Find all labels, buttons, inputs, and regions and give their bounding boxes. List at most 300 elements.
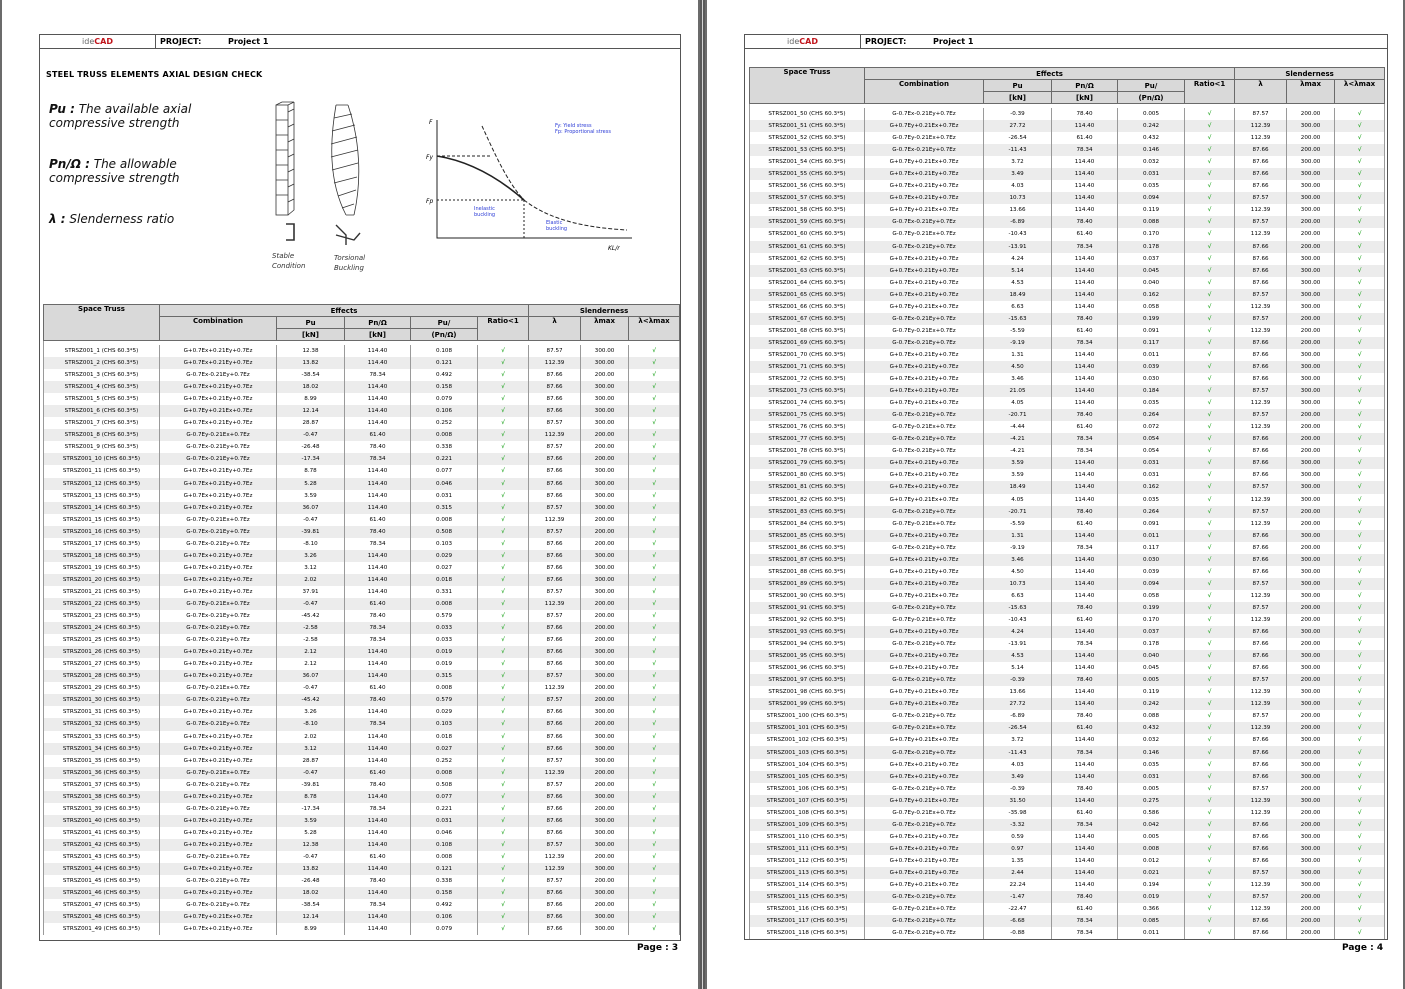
cell-ratio: 0.338	[411, 441, 478, 453]
cell-ratio: 0.058	[1118, 301, 1185, 313]
cell-lambda-check: √	[629, 803, 680, 815]
cell-lambda-check: √	[1335, 590, 1385, 602]
cell-lambda: 87.57	[529, 441, 581, 453]
cell-ratio: 0.033	[411, 622, 478, 634]
cell-ratio-check: √	[478, 839, 529, 851]
cell-member: STRSZ001_36 (CHS 60.3*5)	[44, 767, 160, 779]
table-row	[750, 783, 1385, 795]
cell-pu: -10.43	[984, 614, 1052, 626]
cell-lambda-check: √	[1335, 361, 1385, 373]
cell-combination: G+0.7Ey+0.21Ex+0.7Ez	[160, 405, 277, 417]
table-row	[44, 839, 680, 851]
cell-lambda-check: √	[629, 911, 680, 923]
cell-lambda-check: √	[1335, 108, 1385, 120]
cell-lambda: 87.57	[1235, 578, 1287, 590]
cell-member: STRSZ001_42 (CHS 60.3*5)	[44, 839, 160, 851]
cell-combination: G+0.7Ey+0.21Ex+0.7Ez	[865, 686, 984, 698]
cell-pn: 114.40	[1052, 590, 1118, 602]
cell-ratio-check: √	[1185, 168, 1235, 180]
cell-member: STRSZ001_99 (CHS 60.3*5)	[750, 698, 865, 710]
cell-pn: 114.40	[345, 887, 411, 899]
cell-lambda-max: 200.00	[581, 514, 629, 526]
cell-lambda-max: 300.00	[1287, 361, 1335, 373]
cell-member: STRSZ001_68 (CHS 60.3*5)	[750, 325, 865, 337]
cell-combination: G-0.7Ex-0.21Ey+0.7Ez	[865, 915, 984, 927]
cell-ratio: 0.252	[411, 417, 478, 429]
cell-ratio: 0.508	[411, 779, 478, 791]
cell-member: STRSZ001_89 (CHS 60.3*5)	[750, 578, 865, 590]
cell-pu: -26.48	[277, 441, 345, 453]
cell-ratio-check: √	[1185, 132, 1235, 144]
cell-ratio-check: √	[1185, 361, 1235, 373]
cell-lambda-max: 200.00	[581, 803, 629, 815]
cell-pu: 28.87	[277, 755, 345, 767]
cell-ratio: 0.170	[1118, 228, 1185, 240]
cell-lambda: 87.57	[1235, 385, 1287, 397]
cell-ratio-check: √	[1185, 469, 1235, 481]
cell-combination: G-0.7Ex-0.21Ey+0.7Ez	[160, 875, 277, 887]
cell-lambda-max: 200.00	[581, 622, 629, 634]
cell-ratio: 0.121	[411, 863, 478, 875]
cell-ratio: 0.005	[1118, 783, 1185, 795]
cell-pn: 61.40	[1052, 722, 1118, 734]
cell-lambda: 87.66	[1235, 457, 1287, 469]
table-row	[44, 646, 680, 658]
cell-pu: -11.43	[984, 746, 1052, 758]
cell-lambda-check: √	[1335, 795, 1385, 807]
cell-member: STRSZ001_114 (CHS 60.3*5)	[750, 879, 865, 891]
table-row	[750, 710, 1385, 722]
cell-pu: 2.12	[277, 646, 345, 658]
table-row	[44, 417, 680, 429]
cell-combination: G-0.7Ex-0.21Ey+0.7Ez	[865, 433, 984, 445]
cell-lambda-check: √	[629, 502, 680, 514]
cell-lambda-check: √	[629, 731, 680, 743]
cell-lambda-check: √	[629, 923, 680, 935]
cell-lambda-check: √	[1335, 313, 1385, 325]
cell-pn: 61.40	[1052, 132, 1118, 144]
cell-pu: 36.07	[277, 502, 345, 514]
cell-ratio-check: √	[1185, 397, 1235, 409]
cell-lambda-check: √	[1335, 373, 1385, 385]
cell-lambda: 112.39	[1235, 518, 1287, 530]
cell-pu: -26.54	[984, 722, 1052, 734]
cell-lambda: 87.57	[1235, 289, 1287, 301]
cell-ratio: 0.031	[1118, 469, 1185, 481]
table-row	[750, 542, 1385, 554]
cell-pn: 114.40	[1052, 385, 1118, 397]
cell-lambda: 87.57	[1235, 216, 1287, 228]
cell-ratio-check: √	[478, 899, 529, 911]
cell-pu: -13.91	[984, 241, 1052, 253]
cell-ratio-check: √	[1185, 481, 1235, 493]
table-row	[44, 718, 680, 730]
cell-pn: 114.40	[345, 465, 411, 477]
cell-ratio-check: √	[478, 658, 529, 670]
cell-member: STRSZ001_55 (CHS 60.3*5)	[750, 168, 865, 180]
cell-ratio-check: √	[478, 417, 529, 429]
cell-lambda-max: 300.00	[1287, 734, 1335, 746]
cell-lambda-check: √	[1335, 397, 1385, 409]
cell-lambda: 87.66	[1235, 241, 1287, 253]
cell-lambda-check: √	[1335, 481, 1385, 493]
cell-combination: G+0.7Ex+0.21Ey+0.7Ez	[865, 831, 984, 843]
cell-lambda: 87.66	[529, 550, 581, 562]
cell-pu: -1.47	[984, 891, 1052, 903]
cell-lambda-max: 200.00	[1287, 783, 1335, 795]
cell-lambda-max: 300.00	[1287, 759, 1335, 771]
cell-ratio: 0.366	[1118, 903, 1185, 915]
cell-lambda: 87.66	[529, 658, 581, 670]
cell-member: STRSZ001_26 (CHS 60.3*5)	[44, 646, 160, 658]
cell-pu: 8.78	[277, 465, 345, 477]
table-row	[750, 409, 1385, 421]
cell-ratio: 0.005	[1118, 831, 1185, 843]
cell-lambda: 87.66	[1235, 337, 1287, 349]
cell-lambda-check: √	[1335, 554, 1385, 566]
cell-lambda-max: 300.00	[1287, 494, 1335, 506]
cell-lambda-check: √	[629, 634, 680, 646]
cell-ratio: 0.508	[411, 526, 478, 538]
table-row	[750, 530, 1385, 542]
cell-pu: 3.72	[984, 156, 1052, 168]
cell-ratio: 0.030	[1118, 554, 1185, 566]
cell-lambda-max: 300.00	[1287, 855, 1335, 867]
cell-lambda-max: 300.00	[581, 755, 629, 767]
cell-ratio-check: √	[1185, 204, 1235, 216]
cell-lambda-check: √	[629, 887, 680, 899]
table-row	[44, 381, 680, 393]
cell-ratio: 0.492	[411, 899, 478, 911]
cell-lambda: 112.39	[1235, 204, 1287, 216]
cell-ratio-check: √	[478, 851, 529, 863]
cell-combination: G+0.7Ex+0.21Ey+0.7Ez	[865, 867, 984, 879]
table-row	[44, 586, 680, 598]
cell-pn: 78.40	[1052, 409, 1118, 421]
table-row	[750, 253, 1385, 265]
cell-combination: G-0.7Ex-0.21Ey+0.7Ez	[865, 445, 984, 457]
cell-member: STRSZ001_109 (CHS 60.3*5)	[750, 819, 865, 831]
cell-member: STRSZ001_11 (CHS 60.3*5)	[44, 465, 160, 477]
cell-combination: G-0.7Ex-0.21Ey+0.7Ez	[865, 927, 984, 939]
cell-ratio: 0.119	[1118, 204, 1185, 216]
cell-lambda-max: 200.00	[581, 899, 629, 911]
cell-combination: G+0.7Ex+0.21Ey+0.7Ez	[865, 349, 984, 361]
cell-lambda: 87.66	[1235, 156, 1287, 168]
cell-lambda-max: 300.00	[581, 417, 629, 429]
table-row	[44, 526, 680, 538]
cell-ratio: 0.119	[1118, 686, 1185, 698]
cell-member: STRSZ001_78 (CHS 60.3*5)	[750, 445, 865, 457]
cell-ratio-check: √	[478, 562, 529, 574]
cell-ratio-check: √	[478, 767, 529, 779]
table-body	[750, 104, 1385, 940]
col-ratio-unit: (Pn/Ω)	[1118, 92, 1185, 104]
cell-pu: 5.14	[984, 265, 1052, 277]
cell-ratio-check: √	[1185, 638, 1235, 650]
cell-ratio: 0.106	[411, 405, 478, 417]
cell-ratio: 0.579	[411, 694, 478, 706]
cell-lambda: 112.39	[529, 851, 581, 863]
cell-member: STRSZ001_57 (CHS 60.3*5)	[750, 192, 865, 204]
cell-lambda: 87.57	[529, 875, 581, 887]
cell-lambda-max: 200.00	[1287, 915, 1335, 927]
cell-ratio: 0.146	[1118, 144, 1185, 156]
cell-combination: G-0.7Ex-0.21Ey+0.7Ez	[865, 337, 984, 349]
cell-pn: 78.34	[345, 803, 411, 815]
cell-member: STRSZ001_33 (CHS 60.3*5)	[44, 731, 160, 743]
cell-pu: -9.19	[984, 542, 1052, 554]
cell-ratio: 0.029	[411, 550, 478, 562]
cell-ratio: 0.012	[1118, 855, 1185, 867]
cell-combination: G+0.7Ex+0.21Ey+0.7Ez	[865, 578, 984, 590]
table-row	[750, 891, 1385, 903]
cell-ratio-check: √	[1185, 265, 1235, 277]
col-pu: Pu	[984, 80, 1052, 92]
project-value: Project 1	[933, 37, 974, 46]
cell-pn: 78.34	[345, 453, 411, 465]
cell-lambda: 112.39	[1235, 903, 1287, 915]
cell-lambda: 87.66	[1235, 915, 1287, 927]
table-row	[44, 429, 680, 441]
cell-pn: 78.40	[345, 610, 411, 622]
pu-definition: Pu : The available axial compressive strength	[49, 102, 192, 130]
cell-pn: 114.40	[1052, 698, 1118, 710]
table-row	[44, 767, 680, 779]
cell-lambda-check: √	[1335, 132, 1385, 144]
page-number: Page : 4	[1342, 943, 1384, 953]
cell-lambda-max: 300.00	[581, 586, 629, 598]
cell-lambda-max: 200.00	[581, 682, 629, 694]
table-row	[750, 361, 1385, 373]
cell-lambda-check: √	[629, 622, 680, 634]
cell-pu: -4.21	[984, 445, 1052, 457]
cell-member: STRSZ001_18 (CHS 60.3*5)	[44, 550, 160, 562]
table-row	[750, 397, 1385, 409]
cell-lambda-check: √	[629, 405, 680, 417]
cell-pu: 3.46	[984, 554, 1052, 566]
cell-member: STRSZ001_47 (CHS 60.3*5)	[44, 899, 160, 911]
cell-pu: -20.71	[984, 506, 1052, 518]
table-row	[750, 626, 1385, 638]
cell-ratio-check: √	[1185, 698, 1235, 710]
cell-pu: 27.72	[984, 120, 1052, 132]
cell-lambda-check: √	[1335, 289, 1385, 301]
cell-lambda-max: 300.00	[581, 393, 629, 405]
cell-member: STRSZ001_67 (CHS 60.3*5)	[750, 313, 865, 325]
cell-combination: G+0.7Ex+0.21Ey+0.7Ez	[865, 385, 984, 397]
cell-lambda-max: 300.00	[1287, 289, 1335, 301]
cell-pu: -6.89	[984, 216, 1052, 228]
table-row	[750, 734, 1385, 746]
cell-pn: 78.40	[1052, 891, 1118, 903]
col-ratio: Pu/	[411, 317, 478, 329]
table-row	[44, 478, 680, 490]
cell-pn: 78.40	[345, 875, 411, 887]
cell-ratio-check: √	[1185, 518, 1235, 530]
cell-combination: G-0.7Ex-0.21Ey+0.7Ez	[160, 779, 277, 791]
cell-pn: 114.40	[1052, 686, 1118, 698]
cell-ratio: 0.031	[411, 490, 478, 502]
cell-ratio: 0.019	[411, 658, 478, 670]
cell-ratio-check: √	[478, 694, 529, 706]
cell-lambda-max: 300.00	[581, 839, 629, 851]
cell-member: STRSZ001_4 (CHS 60.3*5)	[44, 381, 160, 393]
cell-lambda-max: 200.00	[581, 767, 629, 779]
cell-combination: G+0.7Ex+0.21Ey+0.7Ez	[865, 626, 984, 638]
cell-combination: G+0.7Ex+0.21Ey+0.7Ez	[865, 277, 984, 289]
cell-lambda: 87.57	[529, 586, 581, 598]
cell-pn: 114.40	[345, 658, 411, 670]
cell-lambda-check: √	[1335, 445, 1385, 457]
cell-lambda-check: √	[629, 429, 680, 441]
cell-member: STRSZ001_30 (CHS 60.3*5)	[44, 694, 160, 706]
cell-lambda-check: √	[629, 646, 680, 658]
cell-pn: 114.40	[1052, 289, 1118, 301]
cell-combination: G+0.7Ey+0.21Ex+0.7Ez	[865, 734, 984, 746]
cell-lambda-max: 300.00	[1287, 578, 1335, 590]
cell-combination: G+0.7Ex+0.21Ey+0.7Ez	[160, 863, 277, 875]
cell-ratio: 0.242	[1118, 698, 1185, 710]
cell-pu: 3.26	[277, 550, 345, 562]
cell-pn: 78.40	[1052, 710, 1118, 722]
cell-ratio-check: √	[1185, 409, 1235, 421]
cell-pu: -3.32	[984, 819, 1052, 831]
table-row	[44, 490, 680, 502]
cell-member: STRSZ001_74 (CHS 60.3*5)	[750, 397, 865, 409]
table-row	[44, 453, 680, 465]
cell-lambda-max: 300.00	[581, 827, 629, 839]
cell-lambda-check: √	[1335, 228, 1385, 240]
table-row	[750, 433, 1385, 445]
cell-lambda-check: √	[1335, 626, 1385, 638]
cell-lambda-max: 300.00	[1287, 168, 1335, 180]
cell-ratio-check: √	[478, 779, 529, 791]
cell-ratio: 0.005	[1118, 674, 1185, 686]
table-row	[750, 241, 1385, 253]
cell-pn: 114.40	[1052, 662, 1118, 674]
cell-combination: G+0.7Ex+0.21Ey+0.7Ez	[160, 417, 277, 429]
cell-member: STRSZ001_31 (CHS 60.3*5)	[44, 706, 160, 718]
cell-lambda-check: √	[629, 779, 680, 791]
cell-lambda-check: √	[1335, 385, 1385, 397]
cell-lambda-max: 300.00	[1287, 204, 1335, 216]
table-row	[750, 566, 1385, 578]
cell-lambda: 87.57	[529, 502, 581, 514]
cell-lambda-check: √	[1335, 638, 1385, 650]
cell-member: STRSZ001_112 (CHS 60.3*5)	[750, 855, 865, 867]
cell-ratio-check: √	[1185, 722, 1235, 734]
cell-lambda: 87.66	[1235, 819, 1287, 831]
cell-member: STRSZ001_50 (CHS 60.3*5)	[750, 108, 865, 120]
cell-pu: 4.24	[984, 626, 1052, 638]
cell-ratio: 0.054	[1118, 433, 1185, 445]
cell-pn: 114.40	[345, 393, 411, 405]
cell-ratio-check: √	[1185, 421, 1235, 433]
cell-lambda-check: √	[629, 562, 680, 574]
design-table-right	[749, 67, 1385, 939]
cell-pu: 3.59	[984, 457, 1052, 469]
cell-pn: 114.40	[1052, 192, 1118, 204]
cell-pu: 28.87	[277, 417, 345, 429]
cell-combination: G+0.7Ex+0.21Ey+0.7Ez	[160, 743, 277, 755]
cell-lambda-check: √	[629, 791, 680, 803]
cell-member: STRSZ001_62 (CHS 60.3*5)	[750, 253, 865, 265]
cell-ratio: 0.221	[411, 453, 478, 465]
cell-lambda: 87.57	[1235, 674, 1287, 686]
cell-pu: -39.81	[277, 779, 345, 791]
cell-lambda-check: √	[629, 465, 680, 477]
cell-member: STRSZ001_107 (CHS 60.3*5)	[750, 795, 865, 807]
cell-pu: -45.42	[277, 694, 345, 706]
cell-lambda: 87.57	[1235, 602, 1287, 614]
cell-pu: 18.02	[277, 381, 345, 393]
cell-lambda: 87.66	[1235, 253, 1287, 265]
cell-pn: 78.34	[345, 538, 411, 550]
col-pn-unit: [kN]	[345, 329, 411, 341]
table-row	[750, 518, 1385, 530]
cell-member: STRSZ001_22 (CHS 60.3*5)	[44, 598, 160, 610]
col-space-truss: Space Truss	[44, 305, 160, 341]
cell-ratio: 0.021	[1118, 867, 1185, 879]
cell-combination: G-0.7Ex-0.21Ey+0.7Ez	[865, 506, 984, 518]
cell-pu: 3.49	[984, 771, 1052, 783]
cell-member: STRSZ001_81 (CHS 60.3*5)	[750, 481, 865, 493]
cell-lambda-check: √	[629, 381, 680, 393]
cell-lambda-check: √	[629, 743, 680, 755]
cell-pn: 114.40	[345, 706, 411, 718]
group-effects: Effects	[865, 68, 1235, 80]
cell-member: STRSZ001_102 (CHS 60.3*5)	[750, 734, 865, 746]
cell-pn: 78.34	[1052, 638, 1118, 650]
cell-ratio-check: √	[478, 791, 529, 803]
cell-ratio: 0.117	[1118, 542, 1185, 554]
table-row	[44, 598, 680, 610]
cell-ratio-check: √	[478, 405, 529, 417]
cell-ratio-check: √	[1185, 602, 1235, 614]
cell-member: STRSZ001_65 (CHS 60.3*5)	[750, 289, 865, 301]
cell-lambda: 87.66	[1235, 855, 1287, 867]
cell-pu: 6.63	[984, 590, 1052, 602]
cell-ratio-check: √	[1185, 566, 1235, 578]
table-row	[44, 670, 680, 682]
cell-lambda-check: √	[1335, 915, 1385, 927]
cell-combination: G+0.7Ex+0.21Ey+0.7Ez	[160, 923, 277, 935]
cell-ratio-check: √	[1185, 843, 1235, 855]
cell-lambda-max: 300.00	[581, 670, 629, 682]
cell-pn: 78.40	[345, 526, 411, 538]
cell-lambda-check: √	[629, 610, 680, 622]
cell-member: STRSZ001_90 (CHS 60.3*5)	[750, 590, 865, 602]
cell-ratio: 0.042	[1118, 819, 1185, 831]
cell-ratio: 0.170	[1118, 614, 1185, 626]
cell-member: STRSZ001_28 (CHS 60.3*5)	[44, 670, 160, 682]
cell-lambda-max: 200.00	[1287, 228, 1335, 240]
cell-lambda: 87.66	[1235, 433, 1287, 445]
cell-lambda-max: 300.00	[581, 706, 629, 718]
cell-pu: 4.50	[984, 361, 1052, 373]
cell-combination: G-0.7Ex-0.21Ey+0.7Ez	[865, 819, 984, 831]
cell-lambda-check: √	[629, 393, 680, 405]
cell-member: STRSZ001_15 (CHS 60.3*5)	[44, 514, 160, 526]
cell-lambda-max: 200.00	[1287, 313, 1335, 325]
cell-combination: G+0.7Ey+0.21Ex+0.7Ez	[865, 156, 984, 168]
cell-pu: 12.38	[277, 839, 345, 851]
cell-lambda-check: √	[1335, 542, 1385, 554]
cell-lambda-max: 200.00	[1287, 710, 1335, 722]
cell-lambda-max: 300.00	[581, 345, 629, 357]
cell-pn: 114.40	[345, 911, 411, 923]
